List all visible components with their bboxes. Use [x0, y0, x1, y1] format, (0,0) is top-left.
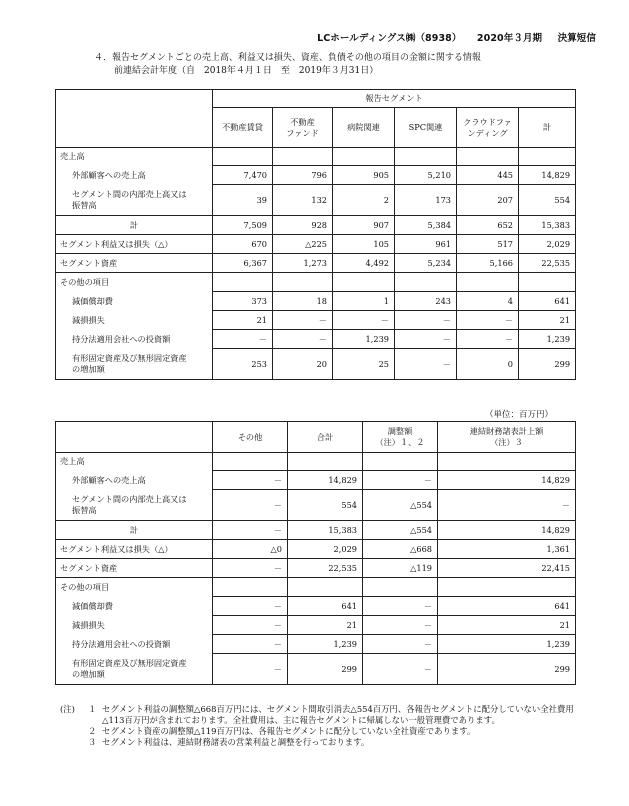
- value-cell: －: [213, 616, 288, 635]
- value-cell: 5,166: [457, 254, 519, 273]
- value-cell: [363, 453, 438, 471]
- value-cell: 14,829: [519, 166, 576, 185]
- value-cell: 1,239: [519, 330, 576, 349]
- value-cell: －: [273, 311, 333, 330]
- footnote-text: セグメント利益は、連結財務諸表の営業利益と調整を行っております。: [102, 737, 370, 747]
- table-row: [56, 540, 576, 559]
- value-cell: [395, 273, 457, 292]
- group-header-cell: 報告セグメント: [213, 90, 576, 108]
- row-label-cell: その他の項目: [56, 578, 213, 597]
- value-cell: －: [363, 597, 438, 616]
- value-cell: 6,367: [213, 254, 273, 273]
- column-header-cell: SPC関連: [395, 108, 457, 148]
- footnote-text: セグメント利益の調整額△668百万円には、セグメント間取引消去△554百万円、各報告セグメントに配分していない全社費用△113百万円が含まれております。全社費用は、主に報告セグメントに帰属しない一般管理費であります。: [102, 704, 574, 725]
- unit-label: （単位：百万円）: [485, 410, 554, 420]
- row-label-cell: 計: [56, 216, 213, 235]
- value-cell: 5,384: [395, 216, 457, 235]
- value-cell: 641: [519, 292, 576, 311]
- value-cell: △119: [363, 559, 438, 578]
- section-subtitle: 前連結会計年度（自 2018年４月１日 至 2019年３月31日）: [114, 66, 379, 76]
- value-cell: 105: [333, 235, 395, 254]
- value-cell: 961: [395, 235, 457, 254]
- value-cell: 1,239: [438, 635, 576, 654]
- value-cell: 1,361: [438, 540, 576, 559]
- value-cell: [213, 453, 288, 471]
- section-title: ４．報告セグメントごとの売上高、利益又は損失、資産、負債その他の項目の金額に関する情報: [94, 53, 481, 63]
- footnote-prefix: (注): [60, 704, 75, 714]
- table-row: [56, 216, 576, 235]
- value-cell: 0: [457, 349, 519, 380]
- footnote-item: [60, 704, 580, 726]
- value-cell: －: [438, 490, 576, 521]
- row-label-cell: セグメント間の内部売上高又は 振替高: [56, 490, 213, 521]
- value-cell: 1,273: [273, 254, 333, 273]
- value-cell: －: [457, 330, 519, 349]
- value-cell: 5,210: [395, 166, 457, 185]
- value-cell: 173: [395, 185, 457, 216]
- value-cell: 25: [333, 349, 395, 380]
- value-cell: 2,029: [519, 235, 576, 254]
- value-cell: 21: [438, 616, 576, 635]
- column-header-row: [56, 422, 576, 453]
- row-label-cell: 外部顧客への売上高: [56, 471, 213, 490]
- column-header-cell: 調整額 （注）１、２: [363, 422, 438, 453]
- value-cell: △668: [363, 540, 438, 559]
- value-cell: △554: [363, 521, 438, 540]
- value-cell: [273, 148, 333, 166]
- value-cell: △225: [273, 235, 333, 254]
- value-cell: [333, 148, 395, 166]
- value-cell: 22,535: [519, 254, 576, 273]
- table-row: [56, 490, 576, 521]
- row-label-cell: 売上高: [56, 148, 213, 166]
- value-cell: －: [457, 311, 519, 330]
- value-cell: [273, 273, 333, 292]
- value-cell: －: [213, 330, 273, 349]
- row-label-cell: 有形固定資産及び無形固定資産 の増加額: [56, 654, 213, 685]
- table-row: [56, 273, 576, 292]
- value-cell: －: [363, 616, 438, 635]
- value-cell: 22,415: [438, 559, 576, 578]
- value-cell: 641: [288, 597, 363, 616]
- value-cell: 243: [395, 292, 457, 311]
- value-cell: △0: [213, 540, 288, 559]
- value-cell: [438, 453, 576, 471]
- table-row: [56, 330, 576, 349]
- table-row: [56, 254, 576, 273]
- value-cell: －: [213, 471, 288, 490]
- value-cell: [213, 148, 273, 166]
- footnote-prefix: [60, 726, 88, 737]
- value-cell: －: [395, 311, 457, 330]
- value-cell: －: [395, 330, 457, 349]
- value-cell: 207: [457, 185, 519, 216]
- value-cell: 796: [273, 166, 333, 185]
- value-cell: [438, 578, 576, 597]
- value-cell: △554: [363, 490, 438, 521]
- value-cell: 373: [213, 292, 273, 311]
- value-cell: [519, 148, 576, 166]
- footnote-number: １: [88, 704, 97, 714]
- row-label-cell: 減価償却費: [56, 292, 213, 311]
- footnote-item: [60, 737, 580, 748]
- row-label-cell: セグメント利益又は損失（△）: [56, 540, 213, 559]
- value-cell: －: [363, 471, 438, 490]
- table-row: [56, 578, 576, 597]
- value-cell: 20: [273, 349, 333, 380]
- table-row: [56, 654, 576, 685]
- column-header-cell: 計: [519, 108, 576, 148]
- table-row: [56, 148, 576, 166]
- row-label-cell: 有形固定資産及び無形固定資産 の増加額: [56, 349, 213, 380]
- value-cell: [213, 273, 273, 292]
- column-header-cell: 連結財務諸表計上額 （注）３: [438, 422, 576, 453]
- row-label-cell: 減価償却費: [56, 597, 213, 616]
- table-row: [56, 453, 576, 471]
- column-header-cell: 病院関連: [333, 108, 395, 148]
- row-label-cell: 減損損失: [56, 311, 213, 330]
- value-cell: 15,383: [519, 216, 576, 235]
- value-cell: 253: [213, 349, 273, 380]
- header-corner-cell: [56, 90, 213, 148]
- table-row: [56, 235, 576, 254]
- value-cell: 1,239: [333, 330, 395, 349]
- value-cell: [288, 578, 363, 597]
- value-cell: 299: [519, 349, 576, 380]
- value-cell: [333, 273, 395, 292]
- table-row: [56, 521, 576, 540]
- value-cell: 907: [333, 216, 395, 235]
- value-cell: 18: [273, 292, 333, 311]
- value-cell: 2: [333, 185, 395, 216]
- company-name: LCホールディングス㈱（8938）: [317, 33, 462, 44]
- row-label-cell: 持分法適用会社への投資額: [56, 635, 213, 654]
- footnote-number: ２: [88, 726, 97, 736]
- table-row: [56, 559, 576, 578]
- value-cell: 21: [213, 311, 273, 330]
- table-row: [56, 292, 576, 311]
- header-corner-cell: [56, 422, 213, 453]
- value-cell: －: [213, 490, 288, 521]
- row-label-cell: その他の項目: [56, 273, 213, 292]
- column-header-cell: 合計: [288, 422, 363, 453]
- document-type: 決算短信: [557, 33, 596, 44]
- value-cell: 39: [213, 185, 273, 216]
- value-cell: [213, 578, 288, 597]
- value-cell: 132: [273, 185, 333, 216]
- value-cell: 1,239: [288, 635, 363, 654]
- segment-table-1: [55, 89, 576, 380]
- row-label-cell: セグメント資産: [56, 254, 213, 273]
- column-header-cell: クラウドファ ンディング: [457, 108, 519, 148]
- value-cell: [457, 273, 519, 292]
- value-cell: 4,492: [333, 254, 395, 273]
- value-cell: －: [213, 635, 288, 654]
- footnote-number: ３: [88, 737, 97, 747]
- value-cell: 445: [457, 166, 519, 185]
- value-cell: 21: [288, 616, 363, 635]
- value-cell: 299: [438, 654, 576, 685]
- value-cell: －: [273, 330, 333, 349]
- value-cell: 22,535: [288, 559, 363, 578]
- table-row: [56, 635, 576, 654]
- value-cell: －: [213, 521, 288, 540]
- value-cell: －: [395, 349, 457, 380]
- value-cell: －: [213, 654, 288, 685]
- value-cell: 15,383: [288, 521, 363, 540]
- value-cell: 670: [213, 235, 273, 254]
- value-cell: 1: [333, 292, 395, 311]
- footnote-text: セグメント資産の調整額△119百万円は、各報告セグメントに配分していない全社資産であります。: [102, 726, 476, 736]
- value-cell: －: [333, 311, 395, 330]
- header-group-row: [56, 90, 576, 108]
- row-label-cell: 外部顧客への売上高: [56, 166, 213, 185]
- value-cell: 641: [438, 597, 576, 616]
- table-row: [56, 616, 576, 635]
- column-header-cell: 不動産 ファンド: [273, 108, 333, 148]
- segment-table-2: [55, 421, 576, 685]
- row-label-cell: 減損損失: [56, 616, 213, 635]
- value-cell: 652: [457, 216, 519, 235]
- table-row: [56, 311, 576, 330]
- row-label-cell: 売上高: [56, 453, 213, 471]
- row-label-cell: 計: [56, 521, 213, 540]
- row-label-cell: セグメント間の内部売上高又は 振替高: [56, 185, 213, 216]
- value-cell: 14,829: [438, 471, 576, 490]
- footnote-item: [60, 726, 580, 737]
- row-label-cell: 持分法適用会社への投資額: [56, 330, 213, 349]
- fiscal-period: 2020年３月期: [476, 33, 543, 44]
- value-cell: [395, 148, 457, 166]
- section-heading: [94, 52, 481, 78]
- value-cell: 554: [288, 490, 363, 521]
- value-cell: 299: [288, 654, 363, 685]
- value-cell: [288, 453, 363, 471]
- value-cell: 928: [273, 216, 333, 235]
- row-label-cell: セグメント利益又は損失（△）: [56, 235, 213, 254]
- value-cell: 7,509: [213, 216, 273, 235]
- table-row: [56, 349, 576, 380]
- footnote-prefix: [60, 737, 88, 748]
- column-header-cell: 不動産賃貸: [213, 108, 273, 148]
- value-cell: 4: [457, 292, 519, 311]
- table-row: [56, 597, 576, 616]
- value-cell: －: [213, 597, 288, 616]
- value-cell: 7,470: [213, 166, 273, 185]
- table-row: [56, 471, 576, 490]
- value-cell: 905: [333, 166, 395, 185]
- value-cell: －: [363, 635, 438, 654]
- value-cell: [519, 273, 576, 292]
- value-cell: [457, 148, 519, 166]
- value-cell: [363, 578, 438, 597]
- table-row: [56, 166, 576, 185]
- value-cell: 14,829: [288, 471, 363, 490]
- value-cell: 554: [519, 185, 576, 216]
- value-cell: 14,829: [438, 521, 576, 540]
- value-cell: 517: [457, 235, 519, 254]
- value-cell: 2,029: [288, 540, 363, 559]
- value-cell: －: [363, 654, 438, 685]
- value-cell: 21: [519, 311, 576, 330]
- table-row: [56, 185, 576, 216]
- column-header-cell: その他: [213, 422, 288, 453]
- value-cell: 5,234: [395, 254, 457, 273]
- value-cell: －: [213, 559, 288, 578]
- row-label-cell: セグメント資産: [56, 559, 213, 578]
- footnotes: [60, 704, 580, 748]
- document-header: [305, 30, 596, 44]
